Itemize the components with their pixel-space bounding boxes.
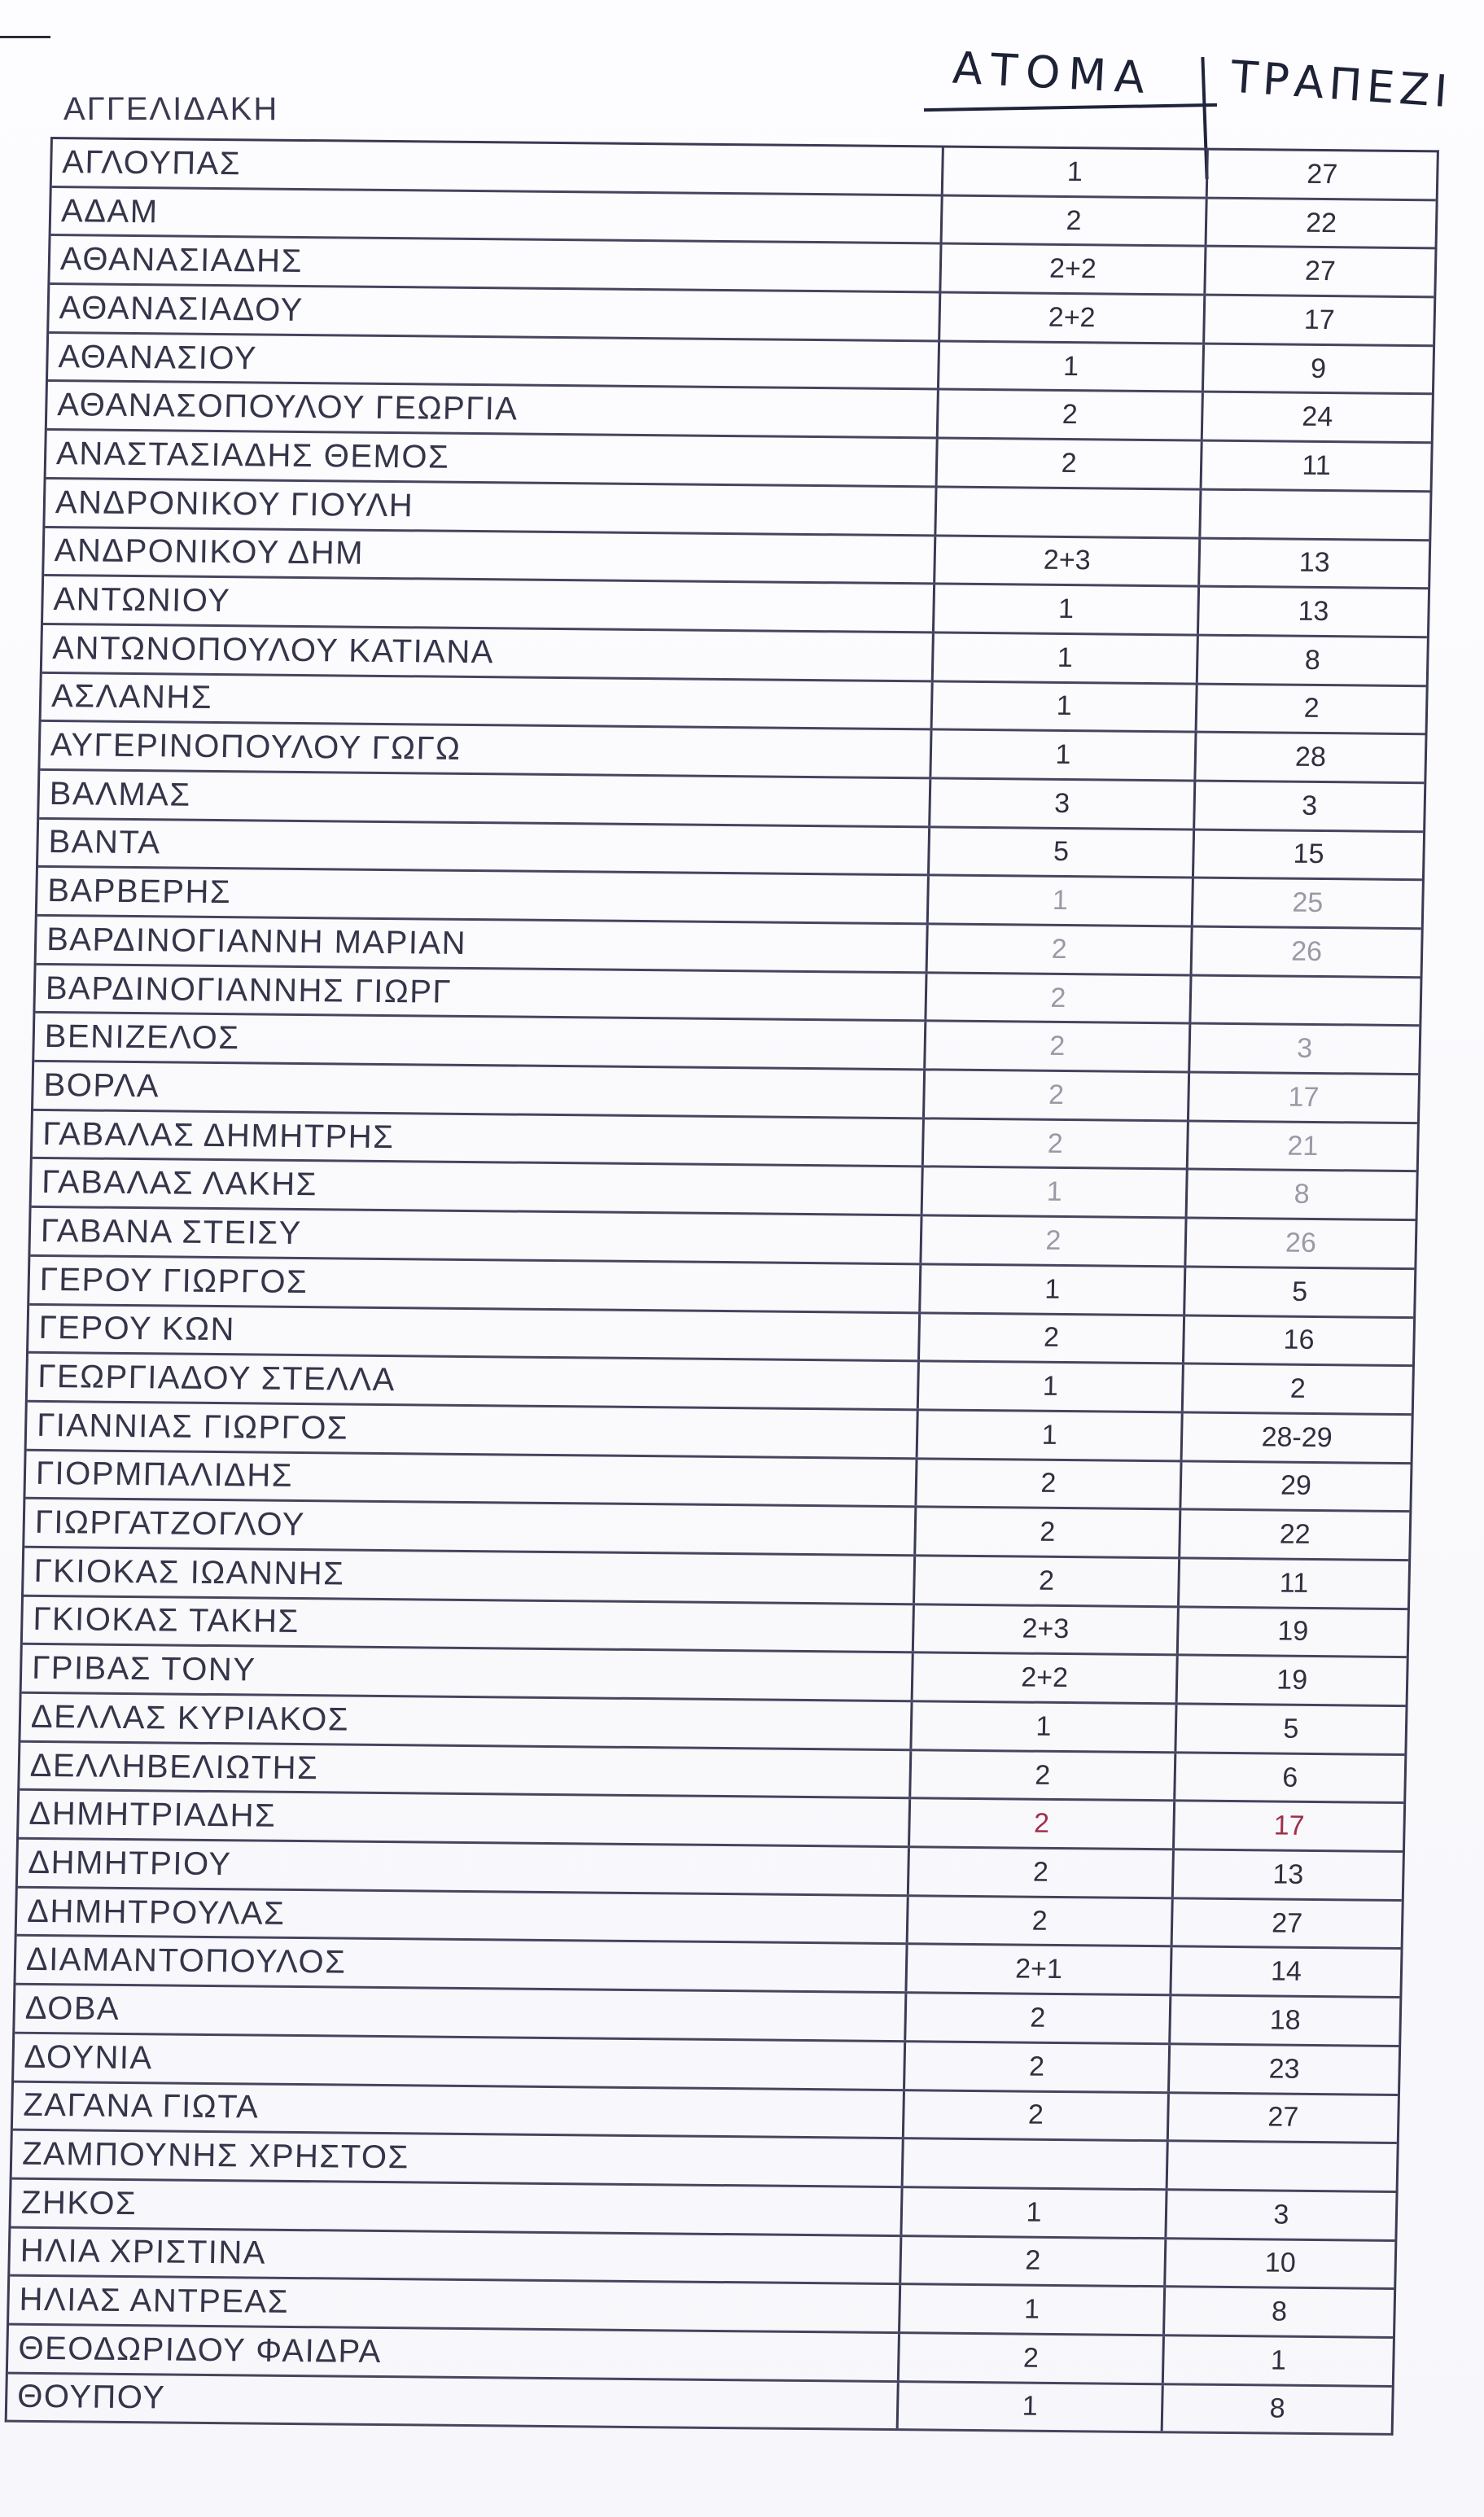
guest-name: ΓΑΒΑΛΑΣ ΛΑΚΗΣ (32, 1159, 924, 1214)
table-number: 3 (1273, 2199, 1289, 2230)
table-number: 28 (1294, 741, 1327, 773)
guest-name: ΑΥΓΕΡΙΝΟΠΟΥΛΟΥ ΓΩΓΩ (40, 722, 932, 777)
persons-count: 2 (926, 974, 1192, 1022)
persons-count: 1 (919, 1363, 1184, 1412)
table-number: 17 (1288, 1081, 1320, 1113)
persons-count: 1 (921, 1265, 1186, 1314)
guest-name: ΖΑΜΠΟΥΝΗΣ ΧΡΗΣΤΟΣ (12, 2131, 904, 2186)
persons-count: 2 (920, 1314, 1185, 1363)
table-number: 27 (1304, 256, 1337, 287)
guest-name: ΑΝΔΡΟΝΙΚΟΥ ΓΙΟΥΛΗ (45, 479, 937, 534)
persons-count: 2 (908, 1897, 1174, 1946)
guest-name: ΑΘΑΝΑΣΙΑΔΗΣ (50, 236, 942, 291)
table-number: 8 (1271, 2296, 1288, 2327)
guest-name: ΔΟΒΑ (15, 1985, 907, 2040)
persons-count: 2 (943, 196, 1208, 245)
guest-name: ΑΝΤΩΝΟΠΟΥΛΟΥ ΚΑΤΙΑΝΑ (42, 625, 935, 680)
persons-count: 2+2 (940, 294, 1206, 343)
table-number: 13 (1298, 595, 1329, 628)
table-number: 6 (1281, 1762, 1298, 1793)
persons-count: 1 (939, 342, 1205, 391)
table-number: 3 (1301, 790, 1318, 821)
persons-count: 2 (911, 1751, 1176, 1800)
persons-count: 1 (929, 877, 1194, 926)
table-number: 13 (1272, 1858, 1304, 1890)
persons-count: 2 (921, 1216, 1187, 1265)
table-number: 1 (1270, 2344, 1287, 2376)
guest-name: ΓΑΒΑΛΑΣ ΔΗΜΗΤΡΗΣ (33, 1111, 925, 1166)
persons-count: 1 (935, 585, 1200, 634)
persons-count: 2 (904, 2091, 1170, 2140)
table-number: 27 (1307, 158, 1338, 190)
guest-name: ΔΕΛΛΗΒΕΛΙΩΤΗΣ (20, 1742, 912, 1797)
guest-name: ΔΗΜΗΤΡΙΑΔΗΣ (19, 1791, 911, 1845)
table-number: 8 (1269, 2392, 1286, 2425)
table-number: 17 (1273, 1810, 1305, 1842)
table-number: 29 (1280, 1469, 1312, 1502)
table-number: 14 (1270, 1955, 1302, 1988)
persons-count: 5 (930, 828, 1195, 877)
persons-count: 2 (938, 440, 1203, 488)
guest-name: ΓΚΙΟΚΑΣ ΤΑΚΗΣ (23, 1596, 915, 1651)
persons-count: 2 (906, 1994, 1171, 2042)
persons-count: 1 (934, 633, 1199, 682)
persons-count: 2 (901, 2237, 1167, 2286)
persons-count: 1 (899, 2383, 1164, 2432)
guest-name: ΑΓΛΟΥΠΑΣ (52, 139, 944, 194)
guest-name: ΓΚΙΟΚΑΣ ΙΩΑΝΝΗΣ (24, 1548, 916, 1603)
persons-count: 1 (931, 731, 1197, 780)
table-number: 2 (1303, 693, 1320, 724)
guest-name: ΓΕΩΡΓΙΑΔΟΥ ΣΤΕΛΛΑ (28, 1354, 920, 1408)
persons-count: 2 (910, 1800, 1175, 1849)
persons-count: 2 (939, 391, 1204, 440)
persons-count: 2+1 (907, 1946, 1172, 1994)
persons-count: 2+3 (935, 536, 1201, 585)
persons-count: 2+2 (941, 245, 1206, 294)
table-number: 26 (1285, 1227, 1317, 1258)
table-number: 8 (1294, 1179, 1310, 1210)
persons-count: 1 (900, 2285, 1166, 2334)
guest-name: ΓΙΩΡΓΑΤΖΟΓΛΟΥ (24, 1499, 917, 1554)
table-number: 3 (1296, 1032, 1313, 1065)
table-number: 23 (1268, 2053, 1300, 2085)
guest-name: ΗΛΙΑ ΧΡΙΣΤΙΝΑ (10, 2228, 902, 2283)
guest-name: ΘΕΟΔΩΡΙΔΟΥ ΦΑΙΔΡΑ (8, 2326, 900, 2380)
persons-count: 1 (923, 1168, 1189, 1217)
table-number: 8 (1304, 644, 1321, 676)
table-number: 21 (1287, 1130, 1319, 1162)
guest-name: ΑΝΤΩΝΙΟΥ (43, 576, 935, 631)
guest-name: ΑΔΑΜ (51, 188, 943, 243)
guest-name: ΔΟΥΝΙΑ (14, 2033, 906, 2088)
persons-count: 1 (912, 1702, 1177, 1751)
table-number: 24 (1302, 401, 1333, 433)
guest-name: ΑΣΛΑΝΗΣ (42, 673, 934, 728)
guest-name: ΗΛΙΑΣ ΑΝΤΡΕΑΣ (9, 2277, 901, 2331)
guest-name: ΔΕΛΛΑΣ ΚΥΡΙΑΚΟΣ (20, 1694, 913, 1749)
table-number: 5 (1283, 1713, 1299, 1744)
guest-name: ΓΡΙΒΑΣ ΤΟΝΥ (22, 1645, 914, 1700)
guest-name: ΒΑΛΜΑΣ (39, 771, 931, 825)
table-number: 13 (1298, 547, 1331, 579)
persons-count: 1 (918, 1411, 1184, 1460)
guest-name: ΑΝΔΡΟΝΙΚΟΥ ΔΗΜ (44, 527, 936, 582)
corner-mark (0, 36, 50, 38)
guest-name: ΒΕΝΙΖΕΛΟΣ (34, 1013, 926, 1068)
guest-name: ΑΝΑΣΤΑΣΙΑΔΗΣ ΘΕΜΟΣ (46, 431, 939, 485)
guest-name: ΑΘΑΝΑΣΙΟΥ (48, 334, 940, 388)
table-number: 27 (1267, 2101, 1299, 2134)
table-number: 19 (1277, 1616, 1309, 1648)
table-number: 19 (1276, 1664, 1308, 1696)
table-number (1201, 490, 1429, 538)
guest-name: ΑΘΑΝΑΣΙΑΔΟΥ (49, 285, 941, 339)
table-number: 22 (1305, 207, 1337, 239)
guest-name: ΒΟΡΛΑ (33, 1062, 926, 1117)
guest-name: ΘΟΥΠΟΥ (7, 2374, 900, 2428)
guest-name: ΓΙΟΡΜΠΑΛΙΔΗΣ (25, 1451, 917, 1505)
table-number: 18 (1269, 2004, 1302, 2036)
persons-count: 2+3 (914, 1605, 1180, 1654)
persons-count: 2 (909, 1848, 1175, 1897)
persons-count: 1 (943, 148, 1209, 197)
guest-name: ΔΗΜΗΤΡΟΥΛΑΣ (17, 1888, 909, 1942)
table-column-heading: ΤΡΑΠΕΖΙ (1229, 50, 1455, 118)
guest-name: ΖΗΚΟΣ (11, 2180, 903, 2235)
table-number: 28-29 (1261, 1421, 1333, 1453)
guest-name: ΓΑΒΑΝΑ ΣΤΕΙΣΥ (30, 1208, 922, 1263)
persons-count: 2 (924, 1119, 1189, 1168)
persons-count: 2 (926, 1022, 1191, 1071)
persons-count: 2 (915, 1556, 1180, 1605)
table-number: 16 (1283, 1324, 1315, 1356)
persons-count: 2 (928, 925, 1193, 974)
persons-count: 2+2 (913, 1654, 1179, 1703)
guest-name: ΔΙΑΜΑΝΤΟΠΟΥΛΟΣ (15, 1937, 908, 1991)
table-number: 11 (1279, 1567, 1309, 1599)
guest-name: ΖΑΓΑΝΑ ΓΙΩΤΑ (13, 2082, 905, 2137)
table-number: 27 (1271, 1907, 1303, 1939)
table-number: 5 (1291, 1276, 1308, 1307)
guest-name: ΓΕΡΟΥ ΚΩΝ (28, 1305, 921, 1359)
guest-table (5, 137, 1439, 2436)
table-number (1191, 976, 1420, 1024)
persons-count: 2 (900, 2334, 1165, 2383)
persons-count (904, 2139, 1169, 2188)
guest-name: ΓΙΑΝΝΙΑΣ ΓΙΩΡΓΟΣ (27, 1403, 919, 1457)
table-number (1168, 2142, 1397, 2190)
table-number: 15 (1293, 838, 1324, 870)
persons-column-heading: ΑΤΟΜΑ (951, 42, 1154, 104)
guest-name: ΒΑΡΔΙΝΟΓΙΑΝΝΗΣ ΓΙΩΡΓ (35, 965, 927, 1020)
table-number: 10 (1264, 2247, 1297, 2279)
guest-name: ΓΕΡΟΥ ΓΙΩΡΓΟΣ (29, 1257, 921, 1311)
guest-name: ΒΑΡΒΕΡΗΣ (37, 868, 930, 922)
heading-underline (924, 103, 1217, 112)
persons-count (936, 488, 1202, 536)
persons-count: 1 (902, 2188, 1167, 2237)
table-number: 17 (1303, 304, 1336, 336)
table-number: 11 (1302, 449, 1332, 482)
guest-name: ΑΘΑΝΑΣΟΠΟΥΛΟΥ ΓΕΩΡΓΙΑ (47, 382, 939, 436)
persons-count: 2 (917, 1460, 1182, 1508)
persons-count: 3 (930, 779, 1196, 828)
first-guest-name: ΑΓΓΕΛΙΔΑΚΗ (63, 91, 279, 127)
persons-count: 2 (925, 1070, 1190, 1119)
table-number: 25 (1292, 886, 1324, 919)
persons-count: 1 (933, 682, 1198, 731)
guest-name: ΒΑΡΔΙΝΟΓΙΑΝΝΗ ΜΑΡΙΑΝ (37, 917, 929, 971)
guest-name: ΔΗΜΗΤΡΙΟΥ (18, 1840, 910, 1894)
table-number: 2 (1289, 1372, 1307, 1404)
guest-name: ΒΑΝΤΑ (38, 820, 930, 874)
table-number: 22 (1279, 1518, 1311, 1551)
table-number: 26 (1290, 935, 1323, 967)
table-number: 9 (1310, 352, 1327, 384)
persons-count: 2 (905, 2042, 1171, 2091)
persons-count: 2 (916, 1508, 1181, 1557)
